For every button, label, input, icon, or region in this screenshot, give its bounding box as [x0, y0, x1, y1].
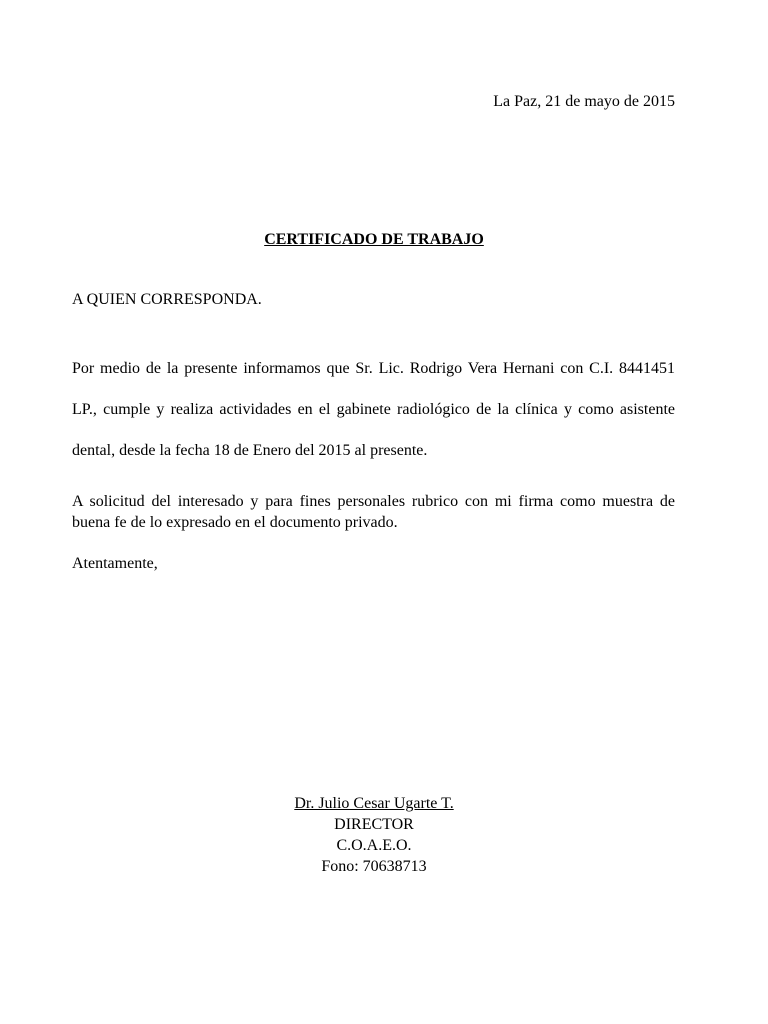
- document-title: CERTIFICADO DE TRABAJO: [264, 231, 484, 248]
- body-paragraph-1: Por medio de la presente informamos que Sr. Lic. Rodrigo Vera Hernani con C.I. 8441451 LP., cumple y realiza actividades en el gabinete radiológico de la clínica y como asistente dental, desde la fecha 18 de Enero del 2015 al presente.: [72, 360, 675, 459]
- signatory-phone: Fono: 70638713: [321, 858, 427, 875]
- closing: Atentamente,: [72, 555, 158, 572]
- signature-block: [0, 793, 748, 877]
- signatory-name: Dr. Julio Cesar Ugarte T.: [294, 795, 454, 812]
- signatory-position: DIRECTOR: [334, 816, 414, 833]
- body-paragraph-2: A solicitud del interesado y para fines personales rubrico con mi firma como muestra de buena fe de lo expresado en el documento privado.: [72, 493, 675, 531]
- greeting: A QUIEN CORRESPONDA.: [72, 291, 262, 308]
- date-line: La Paz, 21 de mayo de 2015: [493, 93, 675, 110]
- signatory-organization: C.O.A.E.O.: [336, 837, 412, 854]
